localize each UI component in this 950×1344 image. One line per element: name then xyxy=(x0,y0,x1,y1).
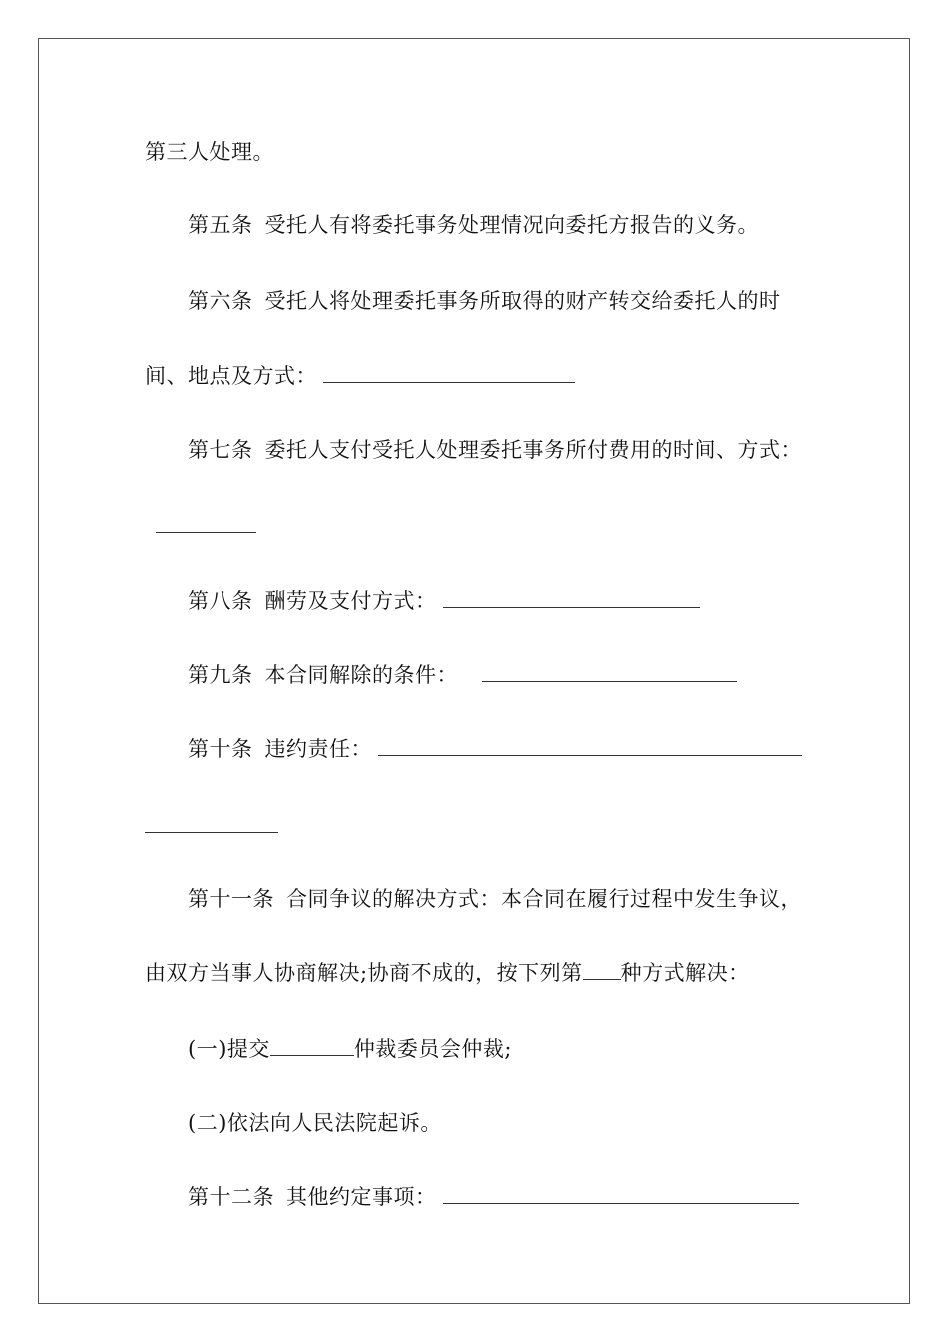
article-text: 本合同解除的条件： xyxy=(264,663,458,687)
text-line-third-party xyxy=(145,138,274,166)
article-text: 其他约定事项： xyxy=(286,1185,437,1209)
article-9 xyxy=(188,661,737,689)
article-11 xyxy=(188,885,802,913)
article-6 xyxy=(188,287,781,315)
article-number: 第十二条 xyxy=(188,1185,274,1209)
article-11-continued xyxy=(145,959,750,987)
fill-in-blank-liability[interactable] xyxy=(378,735,802,756)
article-12 xyxy=(188,1183,799,1211)
article-text: 受托人有将委托事务处理情况向委托方报告的义务。 xyxy=(264,213,759,237)
option-text: (二)依法向人民法院起诉。 xyxy=(188,1111,442,1135)
fill-in-blank-time-place-method[interactable] xyxy=(323,362,575,383)
article-7 xyxy=(188,436,802,464)
article-text: 违约责任： xyxy=(264,737,372,761)
article-number: 第八条 xyxy=(188,589,253,613)
article-number: 第十一条 xyxy=(188,887,274,911)
article-text: 委托人支付受托人处理委托事务所付费用的时间、方式： xyxy=(264,438,802,462)
article-10 xyxy=(188,735,802,763)
article-8 xyxy=(188,587,700,615)
option-2 xyxy=(188,1109,442,1137)
option-text: 仲裁委员会仲裁; xyxy=(353,1037,512,1061)
article-number: 第五条 xyxy=(188,213,253,237)
article-text-continued: 间、地点及方式： xyxy=(145,364,317,388)
option-1 xyxy=(188,1035,512,1063)
article-5 xyxy=(188,211,759,239)
article-text: 合同争议的解决方式：本合同在履行过程中发生争议， xyxy=(286,887,802,911)
article-number: 第十条 xyxy=(188,737,253,761)
option-text: (一)提交 xyxy=(188,1037,270,1061)
article-number: 第九条 xyxy=(188,663,253,687)
fill-in-blank-liability-continued[interactable] xyxy=(145,832,278,833)
fill-in-blank-expense-payment[interactable] xyxy=(156,532,256,533)
article-6-continued xyxy=(145,362,575,390)
article-number: 第六条 xyxy=(188,289,253,313)
article-text-continued: 种方式解决： xyxy=(620,961,750,985)
fill-in-blank-termination-conditions[interactable] xyxy=(482,661,737,682)
fill-in-blank-other-matters[interactable] xyxy=(443,1183,799,1204)
article-number: 第七条 xyxy=(188,438,253,462)
fill-in-blank-remuneration[interactable] xyxy=(443,587,700,608)
article-text: 受托人将处理委托事务所取得的财产转交给委托人的时 xyxy=(264,289,781,313)
line-text: 第三人处理。 xyxy=(145,140,274,164)
article-text-continued: 由双方当事人协商解决;协商不成的，按下列第 xyxy=(145,961,583,985)
fill-in-blank-arbitration-commission[interactable] xyxy=(270,1035,354,1056)
fill-in-blank-method-number[interactable] xyxy=(583,959,621,980)
article-text: 酬劳及支付方式： xyxy=(264,589,437,613)
